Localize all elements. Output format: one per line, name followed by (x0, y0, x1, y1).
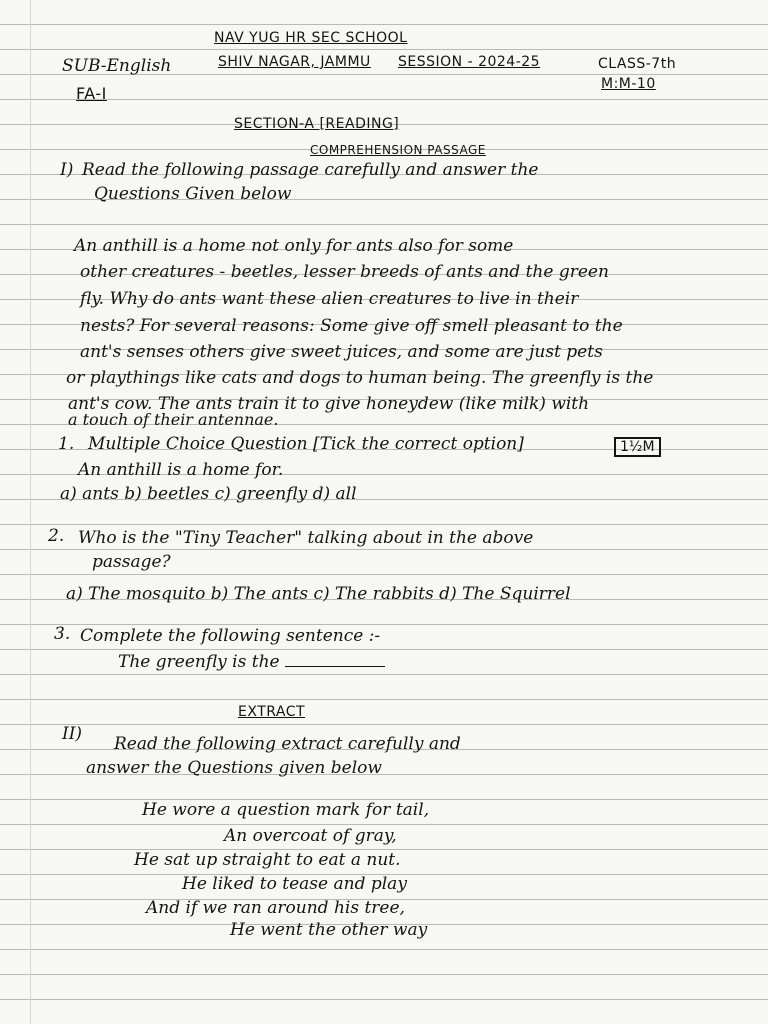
poem-line-1: He wore a question mark for tail, (142, 800, 430, 820)
assessment-label: FA-I (76, 84, 107, 103)
q1-number: 1. (58, 434, 75, 454)
instruction-number: I) (60, 160, 74, 180)
q1-question: An anthill is a home for. (78, 460, 284, 480)
extract-instruction-line-2: answer the Questions given below (86, 758, 382, 778)
extract-instruction-line-1: Read the following extract carefully and (114, 734, 461, 754)
poem-line-6: He went the other way (230, 920, 428, 940)
passage-line-1: An anthill is a home not only for ants also for some (74, 236, 514, 256)
q3-instruction: Complete the following sentence :- (80, 626, 381, 646)
passage-line-7: ant's cow. The ants train it to give honeydew (like milk) with (68, 394, 590, 414)
instruction-line-2: Questions Given below (94, 184, 292, 204)
q3-answer-blank (285, 652, 385, 667)
margin-line (30, 0, 31, 1024)
q2-line-2: passage? (92, 552, 171, 572)
instruction-line-1: Read the following passage carefully and answer the (82, 160, 539, 180)
passage-line-5: ant's senses others give sweet juices, and some are just pets (80, 342, 603, 362)
section-title: SECTION-A [READING] (234, 116, 400, 132)
poem-line-5: And if we ran around his tree, (146, 898, 405, 918)
max-marks: M:M-10 (601, 76, 656, 92)
session: SESSION - 2024-25 (398, 54, 541, 70)
q1-marks-box: 1½M (614, 437, 661, 457)
q1-options: a) ants b) beetles c) greenfly d) all (60, 484, 357, 504)
q2-options: a) The mosquito b) The ants c) The rabbits d) The Squirrel (66, 584, 571, 604)
passage-line-4: nests? For several reasons: Some give off smell pleasant to the (80, 316, 623, 336)
poem-line-2: An overcoat of gray, (224, 826, 397, 846)
extract-title: EXTRACT (238, 704, 306, 720)
subject: SUB-English (62, 56, 172, 76)
poem-line-4: He liked to tease and play (182, 874, 407, 894)
extract-instruction-number: II) (62, 724, 83, 744)
q3-number: 3. (54, 624, 71, 644)
school-location: SHIV NAGAR, JAMMU (218, 54, 371, 70)
q2-number: 2. (48, 526, 65, 546)
passage-line-2: other creatures - beetles, lesser breeds of ants and the green (80, 262, 609, 282)
q3-sentence: The greenfly is the (118, 652, 280, 672)
passage-line-6: or playthings like cats and dogs to human being. The greenfly is the (66, 368, 654, 388)
q1-heading: Multiple Choice Question [Tick the correct option] (88, 434, 524, 454)
poem-line-3: He sat up straight to eat a nut. (134, 850, 401, 870)
passage-line-8: a touch of their antennae. (68, 410, 279, 429)
section-subtitle: COMPREHENSION PASSAGE (310, 143, 486, 157)
passage-line-3: fly. Why do ants want these alien creatures to live in their (80, 289, 579, 309)
class-label: CLASS-7th (598, 56, 677, 72)
school-name: NAV YUG HR SEC SCHOOL (214, 30, 408, 46)
q2-line-1: Who is the "Tiny Teacher" talking about in the above (78, 528, 534, 548)
